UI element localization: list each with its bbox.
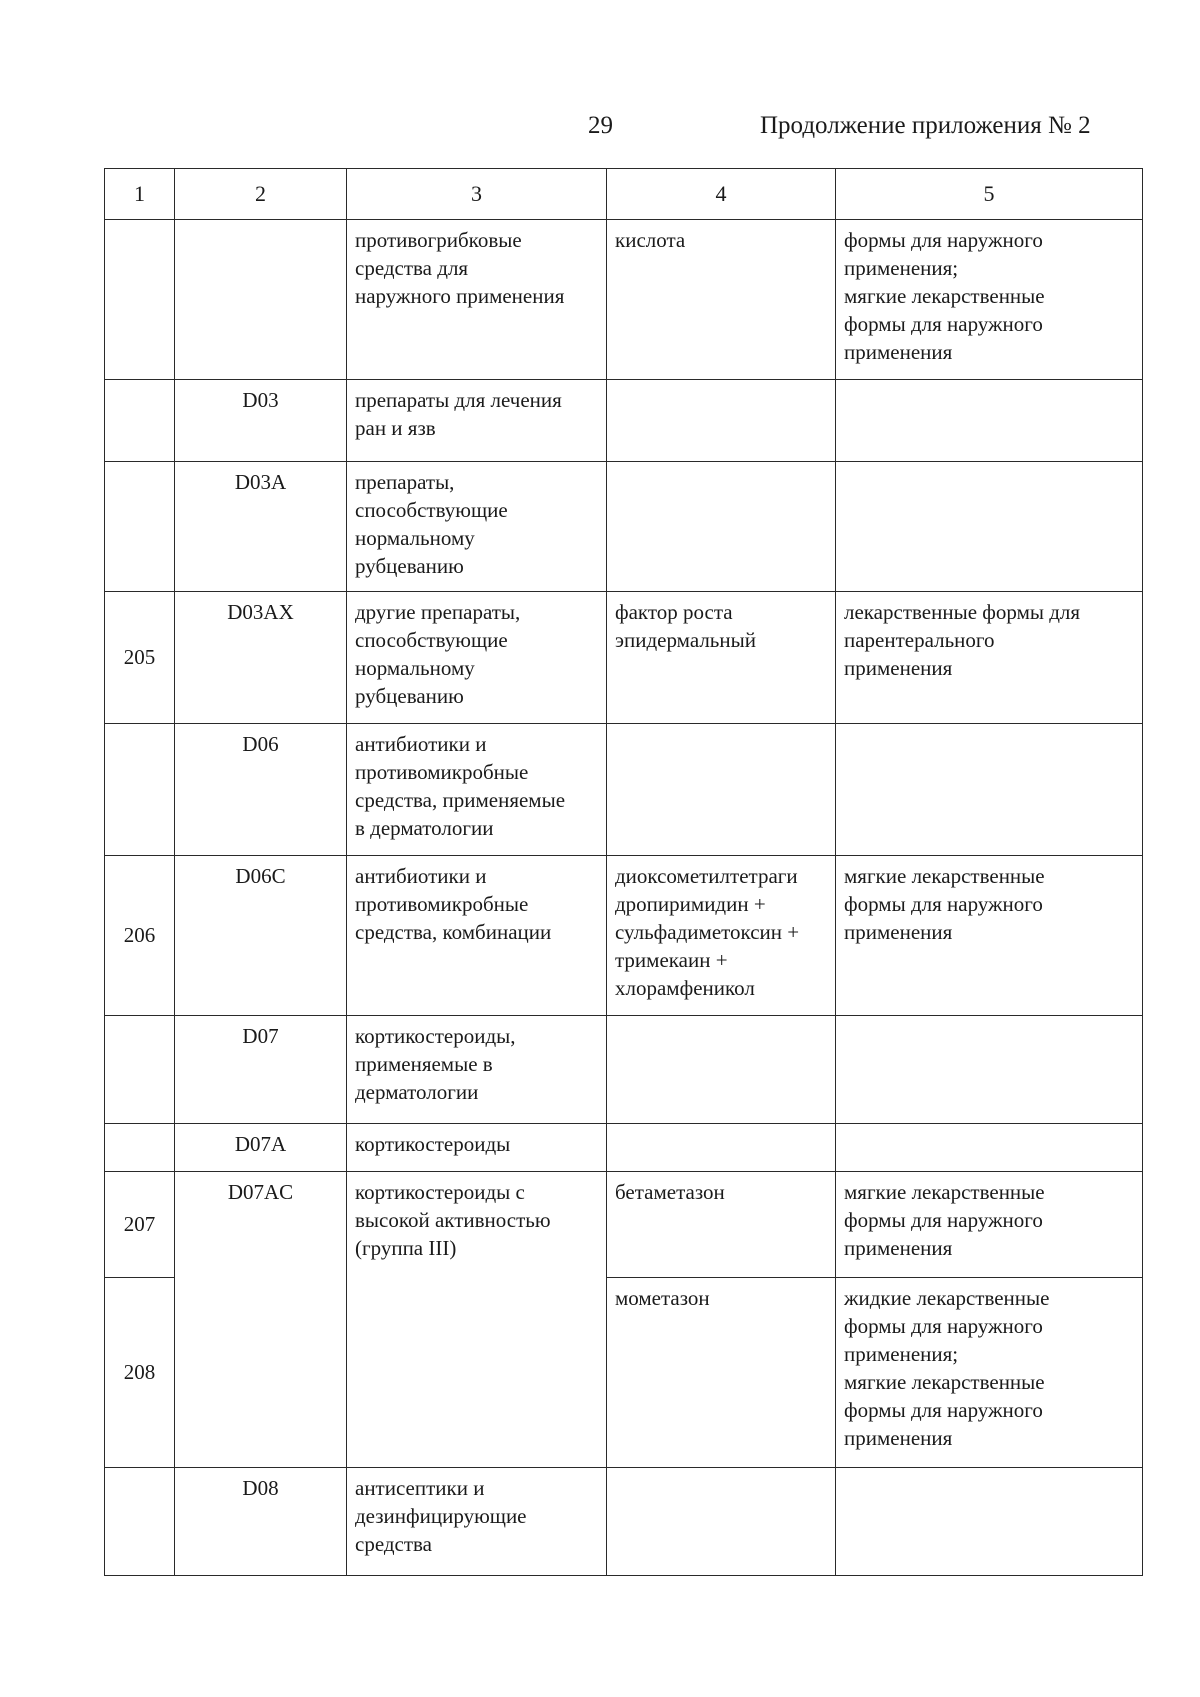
cell-text-line: формы для наружного: [844, 892, 1043, 916]
group-name: [347, 462, 607, 592]
dosage-form: [836, 1124, 1143, 1172]
atc-code: D08: [175, 1468, 347, 1576]
cell-text-line: жидкие лекарственные: [844, 1286, 1050, 1310]
row-number: 207: [105, 1172, 175, 1278]
row-number: 205: [105, 592, 175, 724]
dosage-form: [836, 462, 1143, 592]
cell-text-line: препараты,: [355, 470, 455, 494]
column-header: 3: [347, 169, 607, 220]
cell-text-line: применения: [844, 1236, 953, 1260]
cell-text-line: мягкие лекарственные: [844, 284, 1045, 308]
group-name: [347, 592, 607, 724]
drug-name: [607, 1278, 836, 1468]
cell-text-line: хлорамфеникол: [615, 976, 755, 1000]
cell-text-line: кортикостероиды: [355, 1132, 511, 1156]
cell-text-line: бетаметазон: [615, 1180, 725, 1204]
row-number: [105, 462, 175, 592]
group-name: [347, 380, 607, 462]
cell-text-line: формы для наружного: [844, 1314, 1043, 1338]
dosage-form: [836, 1278, 1143, 1468]
atc-code: D07AC: [175, 1172, 347, 1468]
cell-text-line: (группа III): [355, 1236, 457, 1260]
dosage-form: [836, 220, 1143, 380]
cell-text-line: высокой активностью: [355, 1208, 551, 1232]
cell-text-line: применяемые в: [355, 1052, 493, 1076]
cell-text-line: мягкие лекарственные: [844, 864, 1045, 888]
cell-text-line: дезинфицирующие: [355, 1504, 527, 1528]
cell-text-line: препараты для лечения: [355, 388, 562, 412]
group-name: [347, 1124, 607, 1172]
cell-text-line: противомикробные: [355, 892, 529, 916]
group-name: [347, 220, 607, 380]
table-header-row: [105, 169, 1143, 220]
drug-name: [607, 1016, 836, 1124]
table-row: [105, 592, 1143, 724]
cell-text-line: применения: [844, 656, 953, 680]
table-row: [105, 220, 1143, 380]
cell-text-line: средства для: [355, 256, 469, 280]
page-header: Продолжение приложения № 2: [760, 112, 1091, 139]
drug-name: [607, 856, 836, 1016]
table-row: [105, 1172, 1143, 1278]
table-row: [105, 724, 1143, 856]
cell-text-line: противогрибковые: [355, 228, 522, 252]
column-header: 2: [175, 169, 347, 220]
cell-text-line: применения: [844, 1426, 953, 1450]
atc-code: [175, 220, 347, 380]
drug-name: [607, 1124, 836, 1172]
cell-text-line: дерматологии: [355, 1080, 479, 1104]
cell-text-line: рубцеванию: [355, 554, 464, 578]
cell-text-line: диоксометилтетраги: [615, 864, 798, 888]
row-number: [105, 1016, 175, 1124]
atc-code: D07: [175, 1016, 347, 1124]
page-number: 29: [588, 112, 613, 139]
cell-text-line: рубцеванию: [355, 684, 464, 708]
cell-text-line: нормальному: [355, 656, 475, 680]
cell-text-line: применения: [844, 340, 953, 364]
cell-text-line: средства: [355, 1532, 433, 1556]
cell-text-line: формы для наружного: [844, 228, 1043, 252]
cell-text-line: кислота: [615, 228, 686, 252]
dosage-form: [836, 380, 1143, 462]
cell-text-line: противомикробные: [355, 760, 529, 784]
atc-code: D03: [175, 380, 347, 462]
cell-text-line: эпидермальный: [615, 628, 756, 652]
dosage-form: [836, 856, 1143, 1016]
cell-text-line: мягкие лекарственные: [844, 1180, 1045, 1204]
group-name: [347, 856, 607, 1016]
row-number: [105, 1468, 175, 1576]
row-number: [105, 380, 175, 462]
cell-text-line: способствующие: [355, 498, 508, 522]
cell-text-line: другие препараты,: [355, 600, 521, 624]
row-number: [105, 724, 175, 856]
dosage-form: [836, 1468, 1143, 1576]
cell-text-line: дропиримидин +: [615, 892, 766, 916]
column-header: 4: [607, 169, 836, 220]
row-number: [105, 220, 175, 380]
cell-text-line: способствующие: [355, 628, 508, 652]
table-row: [105, 462, 1143, 592]
cell-text-line: формы для наружного: [844, 312, 1043, 336]
atc-code: D06C: [175, 856, 347, 1016]
drug-name: [607, 1172, 836, 1278]
dosage-form: [836, 592, 1143, 724]
atc-code: D03A: [175, 462, 347, 592]
group-name: [347, 1172, 607, 1468]
cell-text-line: в дерматологии: [355, 816, 494, 840]
group-name: [347, 1016, 607, 1124]
table-row: [105, 1016, 1143, 1124]
cell-text-line: средства, применяемые: [355, 788, 566, 812]
drug-name: [607, 1468, 836, 1576]
drug-classification-table: [104, 168, 1143, 1576]
cell-text-line: применения: [844, 920, 953, 944]
cell-text-line: применения;: [844, 256, 959, 280]
atc-code: D06: [175, 724, 347, 856]
dosage-form: [836, 724, 1143, 856]
dosage-form: [836, 1172, 1143, 1278]
table-row: [105, 1124, 1143, 1172]
cell-text-line: сульфадиметоксин +: [615, 920, 800, 944]
atc-code: D03AX: [175, 592, 347, 724]
table-row: [105, 1468, 1143, 1576]
column-header: 1: [105, 169, 175, 220]
cell-text-line: кортикостероиды,: [355, 1024, 516, 1048]
row-number: 208: [105, 1278, 175, 1468]
cell-text-line: кортикостероиды с: [355, 1180, 525, 1204]
cell-text-line: фактор роста: [615, 600, 733, 624]
table-row: [105, 856, 1143, 1016]
row-number: 206: [105, 856, 175, 1016]
drug-name: [607, 724, 836, 856]
drug-name: [607, 380, 836, 462]
cell-text-line: антисептики и: [355, 1476, 485, 1500]
cell-text-line: мягкие лекарственные: [844, 1370, 1045, 1394]
row-number: [105, 1124, 175, 1172]
cell-text-line: формы для наружного: [844, 1398, 1043, 1422]
group-name: [347, 724, 607, 856]
cell-text-line: нормальному: [355, 526, 475, 550]
drug-name: [607, 592, 836, 724]
drug-name: [607, 462, 836, 592]
cell-text-line: лекарственные формы для: [844, 600, 1081, 624]
atc-code: D07A: [175, 1124, 347, 1172]
cell-text-line: антибиотики и: [355, 732, 487, 756]
cell-text-line: наружного применения: [355, 284, 565, 308]
column-header: 5: [836, 169, 1143, 220]
cell-text-line: формы для наружного: [844, 1208, 1043, 1232]
cell-text-line: тримекаин +: [615, 948, 728, 972]
cell-text-line: средства, комбинации: [355, 920, 552, 944]
cell-text-line: антибиотики и: [355, 864, 487, 888]
cell-text-line: мометазон: [615, 1286, 710, 1310]
table-row: [105, 380, 1143, 462]
drug-name: [607, 220, 836, 380]
dosage-form: [836, 1016, 1143, 1124]
cell-text-line: ран и язв: [355, 416, 436, 440]
group-name: [347, 1468, 607, 1576]
cell-text-line: применения;: [844, 1342, 959, 1366]
cell-text-line: парентерального: [844, 628, 995, 652]
